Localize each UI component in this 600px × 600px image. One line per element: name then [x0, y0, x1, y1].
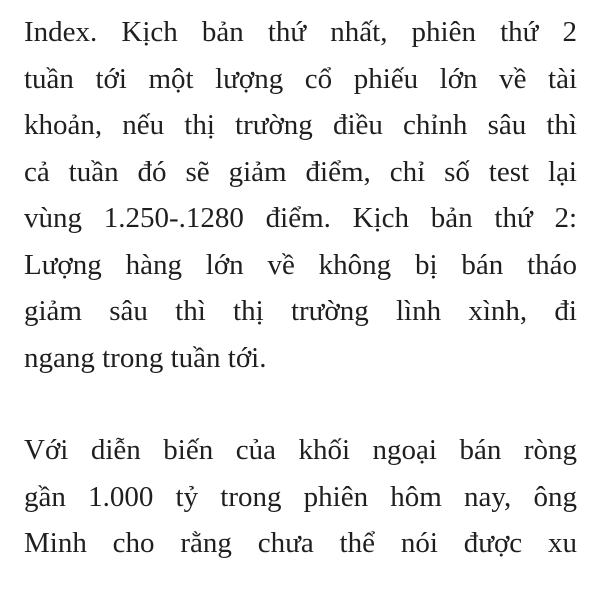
article-paragraph	[24, 427, 577, 567]
text-line: vùng 1.250-.1280 điểm. Kịch bản thứ 2:	[24, 202, 577, 234]
text-line: Lượng hàng lớn về không bị bán tháo	[24, 248, 577, 281]
text-line: Với diễn biến của khối ngoại bán ròng	[24, 434, 577, 466]
text-line: Index. Kịch bản thứ nhất, phiên thứ 2	[24, 16, 577, 48]
text-line: khoản, nếu thị trường điều chỉnh sâu thì	[24, 109, 577, 141]
article-paragraph	[24, 9, 577, 381]
text-line: Minh cho rằng chưa thể nói được xu	[24, 527, 577, 559]
article-body	[24, 9, 577, 567]
text-line: giảm sâu thì thị trường lình xình, đi	[24, 295, 577, 327]
paragraph-spacer	[24, 381, 577, 427]
text-line: ngang trong tuần tới.	[24, 341, 267, 374]
text-line: cả tuần đó sẽ giảm điểm, chỉ số test lại	[24, 155, 577, 188]
text-line: tuần tới một lượng cổ phiếu lớn về tài	[24, 62, 577, 95]
text-line: gần 1.000 tỷ trong phiên hôm nay, ông	[24, 480, 577, 513]
